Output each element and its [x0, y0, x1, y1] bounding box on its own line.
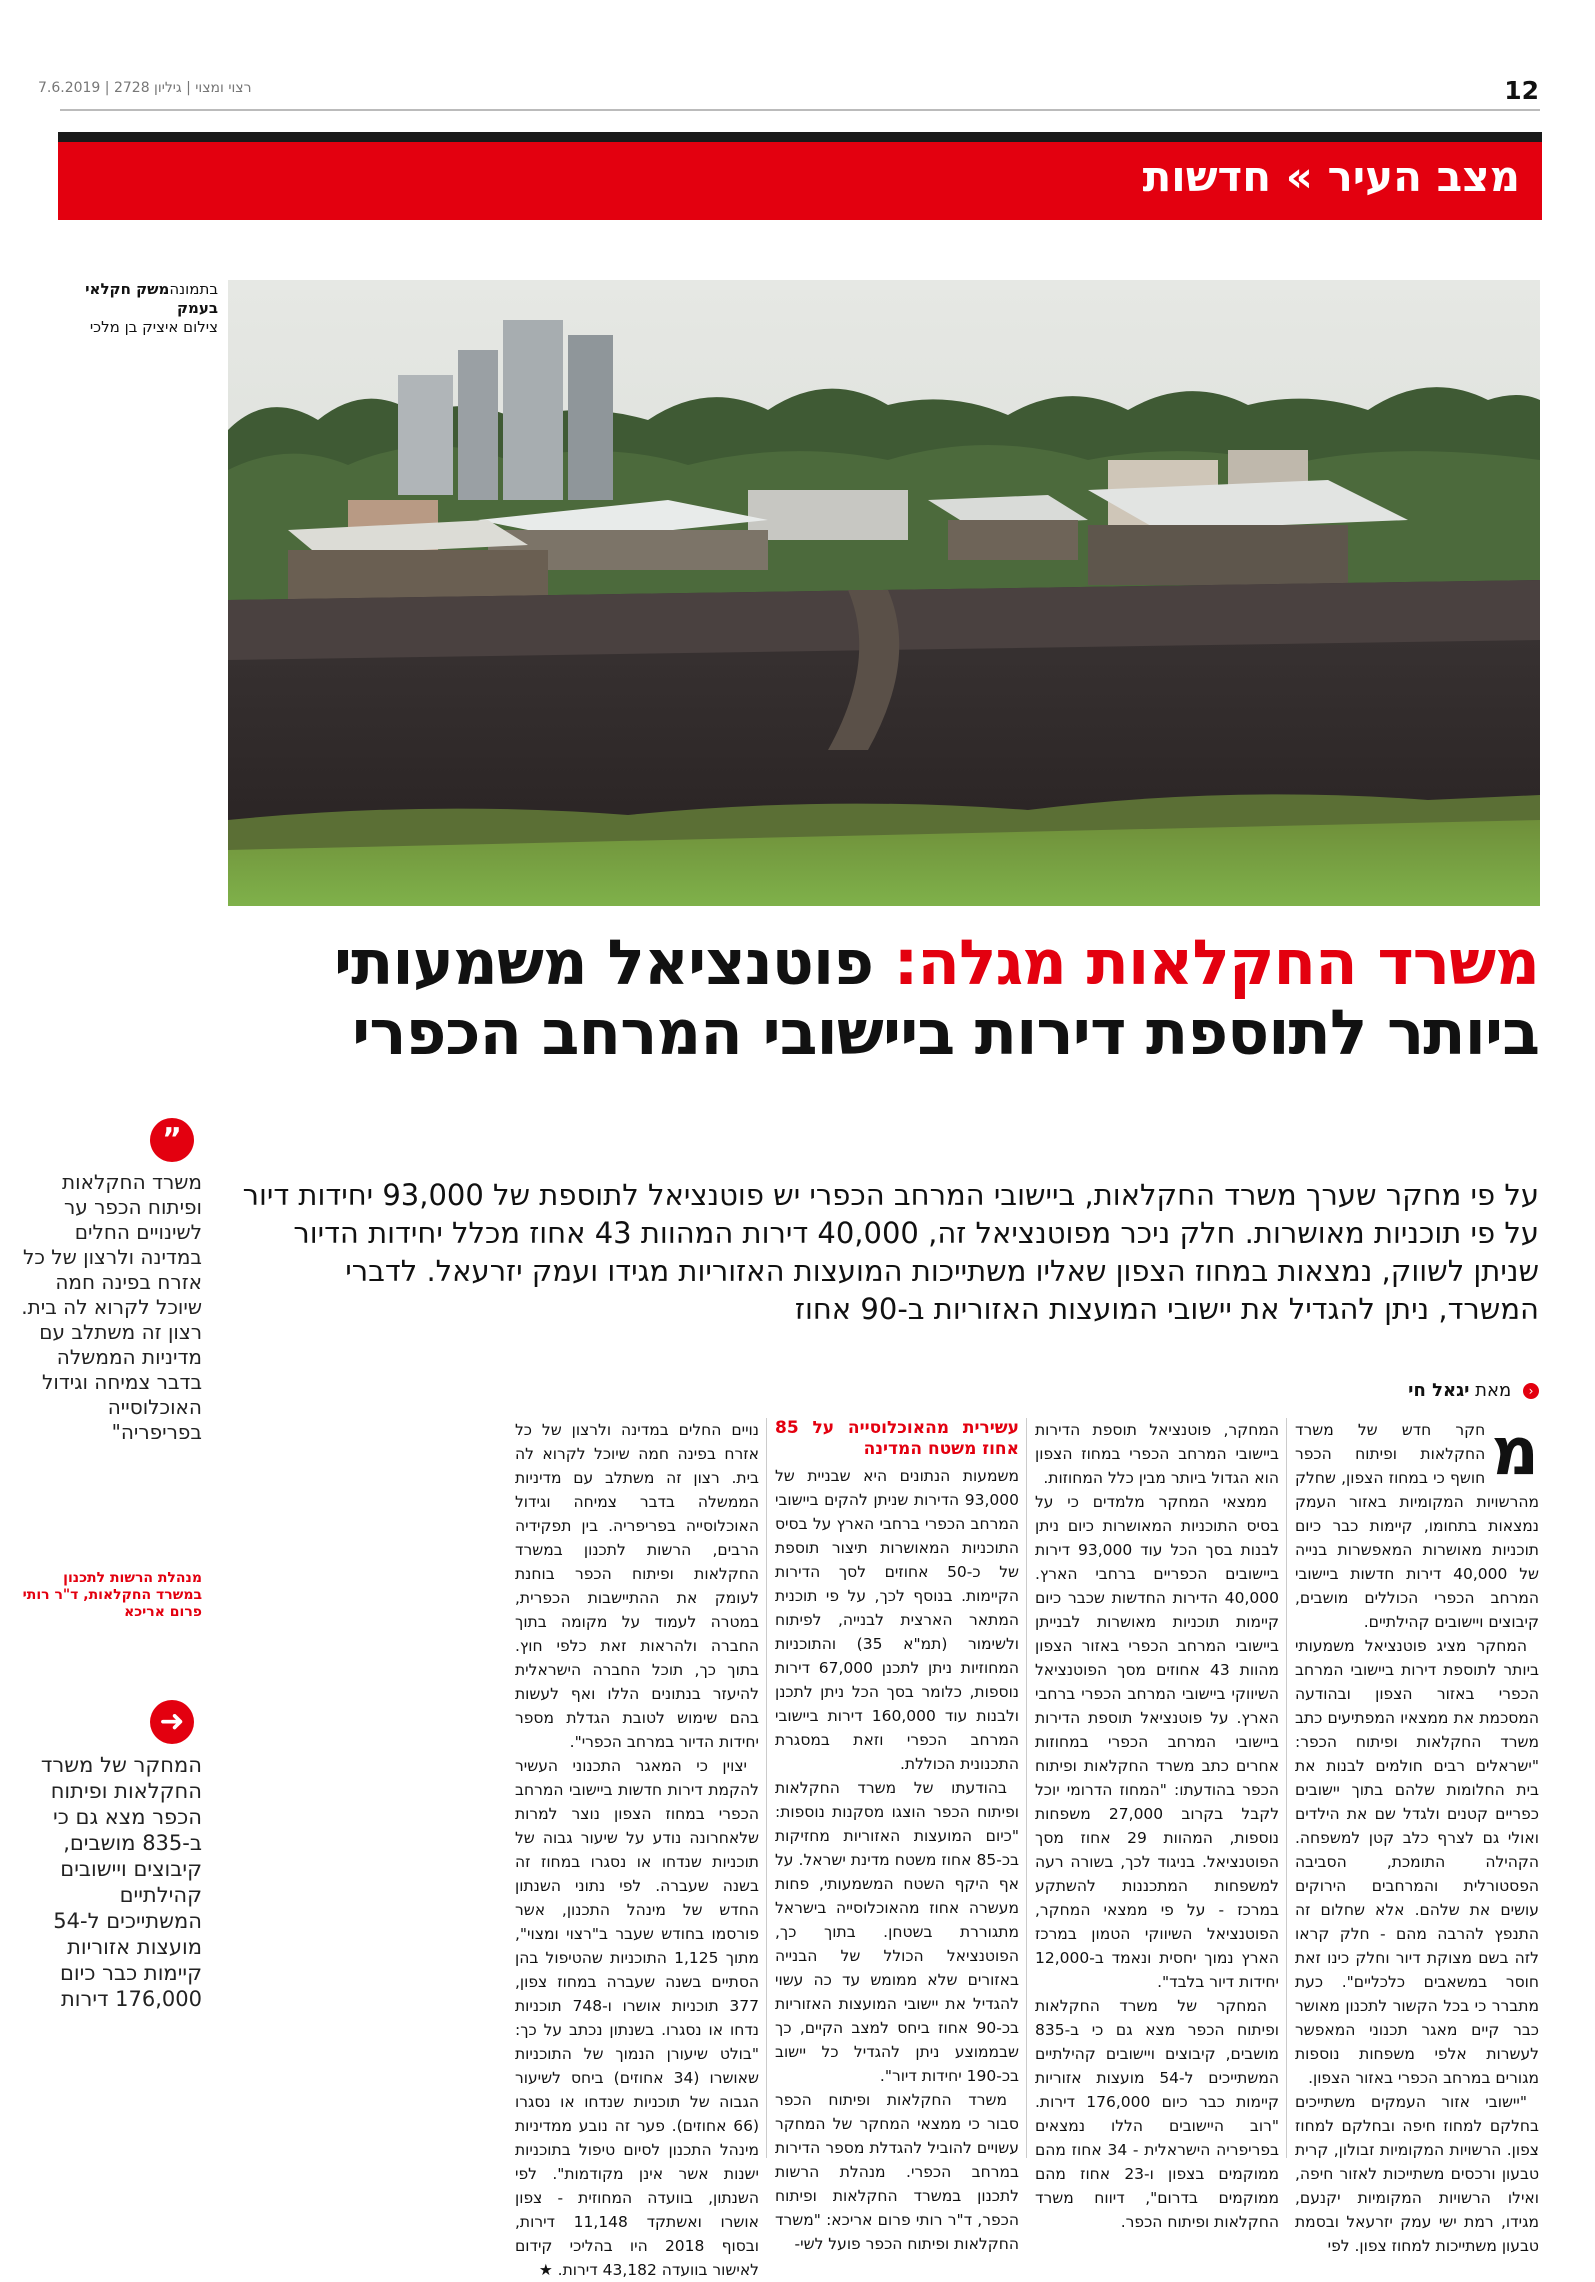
sidebar-fact: המחקר של משרד החקלאות ופיתוח הכפר מצא גם כי ב-835 מושבים, קיבוצים ויישובים קהילתיים המשתייכים ל-54 מועצות אזוריות קיימות כבר כיום 176,000 דירות	[40, 1753, 202, 2011]
headline-highlight: משרד החקלאות מגלה:	[893, 926, 1539, 999]
body-paragraph: חקר חדש של משרד החקלאות ופיתוח הכפר חושף כי במחוז הצפון, שחלק מהרשויות המקומיות באזור העמק נמצאות בתחומו, קיימות כבר כיום תוכניות מאושרות המאפשרות בנייה של 40,000 דירות חדשות ביישובי המרחב הכפרי הכוללים מושבים, קיבוצים ויישובים קהילתיים.	[1295, 1421, 1540, 1631]
caption-credit: צילום איציק בן מלכי	[89, 318, 218, 336]
dropcap: מ	[1491, 1413, 1539, 1490]
section-title: מצב העיר » חדשות	[1142, 152, 1520, 201]
byline-author: יגאל חי	[1408, 1380, 1470, 1401]
body-paragraph: משמעות הנתונים היא שבניית של 93,000 הדירות שניתן להקים ביישובי המרחב הכפרי ברחבי הארץ על בסיס התוכניות המאושרות תיצור תוספת של כ-50 אחוזים לסך הדירות הקיימות. בנוסף לכך, על פי תוכנית המתאר הארצית לבנייה, לפיתוח ולשימור (תמ"א 35) והתוכניות המחוזיות ניתן לתכנן 67,000 דירות נוספות, כלומר בסך הכל ניתן לתכנן ולבנות עוד 160,000 דירות ביישובי המרחב הכפרי וזאת במסגרת התכנונית הכוללת.	[775, 1467, 1019, 1773]
column-divider	[1026, 1418, 1027, 2158]
body-paragraph: המחקר מציג פוטנציאל משמעותי ביותר לתוספת דירות ביישובי המרחב הכפרי באזור הצפון ובהודעה המסכמת את ממצאיו המפתיעים כתב משרד החקלאות ופיתוח הכפר: "ישראלים רבים חולמים לבנות את בית החלומות שלהם בתוך יישובים כפריים קטנים ולגדל שם את הילדים ואולי גם לצרף כלב קטן למשפחה. הקהילה התומכת, הסביבה הפסטורלית והמרחבים הירוקים עושים את שלהם. אלא שחלום זה התנפץ להרבה מהם - חלק קראו לזה בשם מצוקת דיור וחלק כינו זאת חוסר במשאבים כלכליים". כעת מתברר כי בכל הקשור לתכנון מאושר כבר קיים מאגר תכנוני המאפשר לעשרות אלפי משפחות נוספות מגורים במרחב הכפרי באזור הצפון.	[1295, 1637, 1539, 2087]
body-paragraph: "יישובי אזור העמקים משתייכים בחלקם למחוז חיפה ובחלקם למחוז צפון. הרשויות המקומיות זבולון, קרית טבעון ורכסים משתייכות לאזור חיפה, ואילו הרשויות המקומיות יקנעם, מגידו, רמת ישי עמק יזרעאל ובסמת טבעון משתייכות למחוז צפון. לפי	[1295, 2093, 1539, 2255]
farm-photo	[228, 280, 1540, 906]
caption-prefix: בתמונה	[169, 280, 218, 298]
headline	[239, 928, 1539, 1068]
body-column-4	[515, 1418, 759, 2282]
body-column-2	[1035, 1418, 1279, 2234]
body-paragraph: המחקר של משרד החקלאות ופיתוח הכפר מצא גם כי ב-835 מושבים, קיבוצים ויישובים קהילתיים המשתייכים ל-54 מועצות אזוריות קיימות כבר כיום 176,000 דירות. "רוב היישובים הללו נמצאים בפריפריה הישראלית - 34 אחוז מהם ממוקמים בצפון ו-23 אחוז מהם ממוקמים בדרום", דיווח משרד החקלאות ופיתוח הכפר.	[1035, 1997, 1279, 2231]
byline-prefix: מאת	[1475, 1380, 1512, 1401]
issue-info: רצוי ומצוי | גיליון 2728 | 7.6.2019	[38, 80, 252, 96]
sidebar-quote: משרד החקלאות ופיתוח הכפר ער לשינויים החלים במדינה ולרצון של כל אזרח בפינה חמה שיוכל לקרוא לה בית. רצון זה משתלב עם מדיניות הממשלה בדבר צמיחה וגידול האוכלוסייה בפריפריה"	[21, 1170, 202, 1444]
lead-paragraph: על פי מחקר שערך משרד החקלאות, ביישובי המרחב הכפרי יש פוטנציאל לתוספת של 93,000 יחידות דיור על פי תוכניות מאושרות. חלק ניכר מפוטנציאל זה, 40,000 דירות המהוות 43 אחוז מכלל יחידות הדיור שניתן לשווק, נמצאות במחוז הצפון שאליו משתייכות המועצות האזוריות מגידו ועמק יזרעאל. לדברי המשרד, ניתן להגדיל את יישובי המועצות האזוריות ב-90 אחוז	[242, 1178, 1539, 1326]
section-bar	[58, 132, 1542, 220]
column-divider	[766, 1418, 767, 2158]
body-paragraph: בהודעתו של משרד החקלאות ופיתוח הכפר הוצגו מסקנות נוספות: "כיום המועצות האזוריות מחזיקות בכ-85 אחוז משטח מדינת ישראל. על אף היקף השטח המשמעותי, פחות מעשרה אחוז מהאוכלוסייה בישראל מתגוררת בשטחן. בתוך כך, הפוטנציאל הכולל של הבנייה באזורים שלא ממומש עד כה עשוי להגדיל את יישובי המועצות האזוריות בכ-90 אחוז ביחס למצב הקיים, כך שבממוצע ניתן להגדיל כל יישוב בכ-190 יחידות דיור".	[775, 1779, 1019, 2085]
body-paragraph: משרד החקלאות ופיתוח הכפר סבור כי ממצאי המחקר של המחקר עשויים להוביל להגדלת מספר הדירות במרחב הכפרי. מנהלת הרשות לתכנון במשרד החקלאות ופיתוח הכפר, ד"ר רותי פרום אריכא: "משרד החקלאות ופיתוח הכפר פועל לשי-	[775, 2091, 1019, 2253]
photo-caption	[18, 280, 218, 337]
top-rule	[60, 109, 1540, 111]
headline-main: פוטנציאל משמעותי ביותר לתוספת דירות ביישובי המרחב הכפרי	[333, 926, 1539, 1069]
subheading: עשירית מהאוכלוסייה על 85 אחוז משטח המדינה	[775, 1418, 1019, 1459]
page-number: 12	[1504, 76, 1539, 105]
body-paragraph: המחקר, פוטנציאל תוספת הדירות ביישובי המרחב הכפרי במחוז הצפון הוא הגדול ביותר מבין כלל המחוזות.	[1035, 1421, 1279, 1487]
byline-arrow-icon: ‹	[1523, 1383, 1539, 1399]
sidebar-quote-credit: מנהלת הרשות לתכנון במשרד החקלאות, ד"ר רותי פרום אריכא	[22, 1570, 202, 1620]
body-paragraph: נויים החלים במדינה ולרצון של כל אזרח בפינה חמה שיוכל לקרוא לה בית. רצון זה משתלב עם מדיניות הממשלה בדבר צמיחה וגידול האוכלוסייה בפריפריה. בין תפקידיה הרבים, הרשות לתכנון במשרד החקלאות ופיתוח הכפר בוחנת לעומק את ההתיישבות הכפרית, במטרה לעמוד על מקומה בתוך החברה ולהראות זאת כלפי חוץ. בתוך כך, תוכל החברה הישראלית להיעזר בנתונים הללו ואף לעשות בהם שימוש לטובת הגדלת מספר יחידות הדיור במרחב הכפרי".	[515, 1421, 759, 1751]
body-column-3	[775, 1418, 1019, 2256]
quote-icon: ”	[150, 1118, 194, 1162]
caption-subject: משק חקלאי	[85, 280, 170, 298]
byline	[1408, 1380, 1539, 1401]
arrow-icon: ➜	[150, 1700, 194, 1744]
body-paragraph: יצוין כי המאגר התכנוני העשיר להקמת דירות חדשות ביישובי המרחב הכפרי במחוז הצפון נוצר למרות שלאחרונה נודע על שיעור גבוה של תוכניות שנדחו או נסגרו במחוז זה בשנה שעברה. לפי נתוני השנתון החדש של מינהל התכנון, אשר פורסמו בחודש שעבר ב"רצוי ומצוי", מתוך 1,125 התוכניות שהטיפול בהן הסתיים בשנה שעברה במחוז צפון, 377 תוכניות אושרו ו-748 תוכניות נדחו או נסגרו. בשנתון נכתב על כך: "בולט שיעורן הנמוך של התוכניות שאושרו (34 אחוזים) ביחס לשיעור הגבוה של תוכניות שנדחו או נסגרו (66 אחוזים). פער זה נובע ממדיניות מינהל התכנון לסיום טיפול בתוכניות ישנות אשר אינן מקודמות". לפי השנתון, בוועדה המחוזית - צפון אושרו ואשתקד 11,148 דירות, ובסוף 2018 היו בהליכי קידום לאישור בוועדה 43,182 דירות. ★	[515, 1757, 760, 2279]
caption-location: בעמק	[176, 299, 218, 317]
column-divider	[1286, 1418, 1287, 2158]
body-paragraph: ממצאי המחקר מלמדים כי על בסיס התוכניות המאושרות כיום ניתן לבנות בסך הכל עוד 93,000 דירות ביישובים הכפריים ברחבי הארץ. 40,000 הדירות החדשות שכבר כיום קיימות תוכניות מאושרות לבנייתן ביישובי המרחב הכפרי באזור הצפון מהוות 43 אחוזים מסך הפוטנציאל השיווקי ביישובי המרחב הכפרי ברחבי הארץ. על פוטנציאל תוספת הדירות ביישובי המרחב הכפרי במחוזות אחרים כתב משרד החקלאות ופיתוח הכפר בהודעתו: "המחוז הדרומי יוכל לקבל בקרוב 27,000 משפחות נוספות, המהוות 29 אחוז מסך הפוטנציאל. בניגוד לכך, בשורה רעה למשפחות המתכננות להשתקע במרכז - על פי ממצאי המחקר, הפוטנציאל השיווקי הטמון במרכז הארץ נמוך יחסית ונאמד ב-12,000 יחידות דיור בלבד".	[1035, 1493, 1280, 1991]
body-column-1	[1295, 1413, 1540, 2258]
